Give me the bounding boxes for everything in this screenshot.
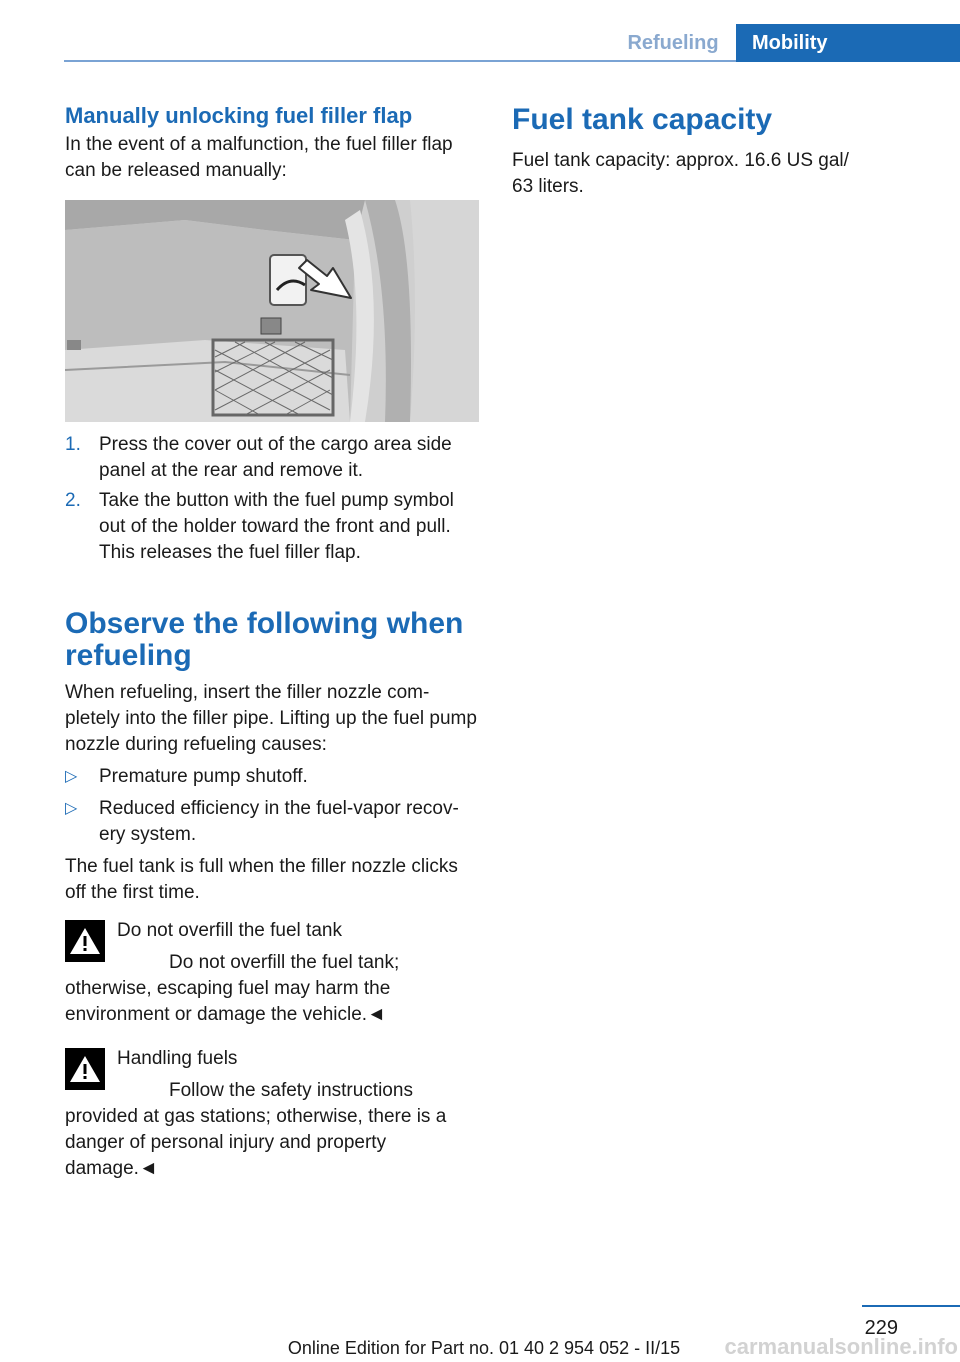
step-text: Take the button with the fuel pump symbol out of the holder toward the front and pull. This releases the fuel filler flap. [99, 490, 454, 563]
list-item [65, 764, 481, 790]
observe-heading: Observe the following when refueling [65, 607, 464, 672]
unlock-steps [65, 432, 481, 566]
list-item [65, 488, 481, 566]
warning-icon [65, 1048, 105, 1090]
step-text: Press the cover out of the cargo area side panel at the rear and remove it. [99, 434, 452, 481]
capacity-heading: Fuel tank capacity [512, 103, 773, 136]
bullet-text: Premature pump shutoff. [99, 766, 308, 787]
tab-mobility[interactable]: Mobility [736, 24, 960, 62]
step-number: 1. [65, 434, 81, 455]
warning-title: Do not overfill the fuel tank [117, 920, 342, 941]
warning-handling-fuels [65, 1046, 481, 1182]
warning-title: Handling fuels [117, 1048, 238, 1069]
edition-line: Online Edition for Part no. 01 40 2 954 052 - II/15 [287, 1338, 681, 1358]
warning-body: Do not overfill the fuel tank; otherwise, escaping fuel may harm the environment or damage the vehicle.◄ [65, 952, 400, 1025]
left-column [65, 100, 481, 1182]
cargo-area-illustration [65, 200, 479, 422]
list-item [65, 432, 481, 484]
list-item [65, 796, 481, 848]
tank-full-note: The fuel tank is full when the filler nozzle clicks off the first time. [65, 856, 458, 903]
tab-refueling[interactable]: Refueling [627, 32, 719, 54]
watermark: carmanualsonline.info [724, 1334, 958, 1359]
bullet-text: Reduced efficiency in the fuel-vapor recov‐ery system. [99, 798, 459, 845]
warning-body: Follow the safety instructions provided at gas stations; otherwise, there is a danger of personal injury and property damage.◄ [65, 1080, 447, 1179]
right-column [512, 100, 912, 200]
cargo-area-photo [65, 200, 479, 422]
page-number: 229 [864, 1317, 898, 1339]
warning-overfill [65, 918, 481, 1028]
step-number: 2. [65, 490, 81, 511]
manual-unlock-heading: Manually unlocking fuel filler flap [65, 103, 413, 128]
footer-rule [862, 1305, 960, 1307]
triangle-bullet-icon: ▷ [65, 800, 78, 817]
manual-unlock-intro: In the event of a malfunction, the fuel filler flap can be released manually: [65, 134, 453, 181]
effects-list [65, 764, 481, 848]
capacity-text: Fuel tank capacity: approx. 16.6 US gal/ 63 liters. [512, 150, 849, 197]
triangle-bullet-icon: ▷ [65, 768, 78, 785]
warning-icon [65, 920, 105, 962]
observe-intro: When refueling, insert the filler nozzle com‐pletely into the filler pipe. Lifting up the fuel pump nozzle during refueling causes: [65, 682, 477, 755]
